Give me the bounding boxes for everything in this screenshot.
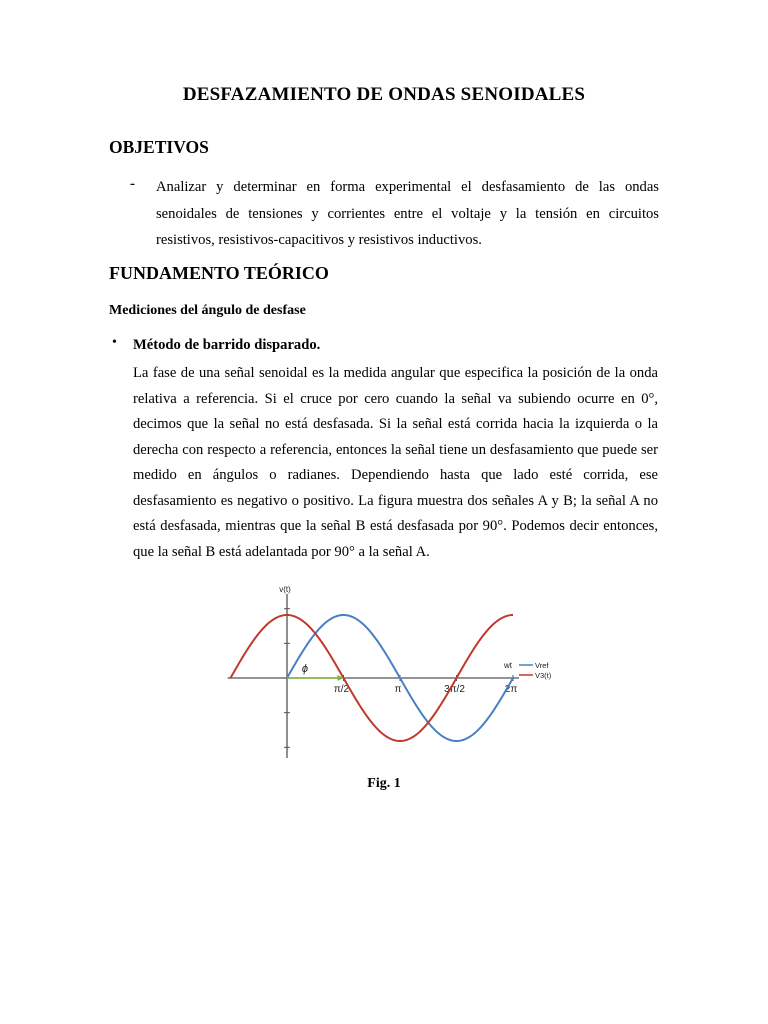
x-tick-label: π/2 xyxy=(333,684,350,695)
x-tick-label: π xyxy=(394,684,402,695)
x-axis-label: wt xyxy=(504,661,513,670)
chart-layer xyxy=(227,585,551,758)
legend-label: V3(t) xyxy=(535,671,552,680)
subheading-mediciones: Mediciones del ángulo de desfase xyxy=(109,303,306,318)
phase-chart xyxy=(222,580,552,770)
y-axis-label: v(t) xyxy=(279,585,291,594)
method-paragraph: La fase de una señal senoidal es la medida angular que especifica la posición de la onda relativa a referencia. Si el cruce por cero cuando la señal va subiendo ocurre en 0°, decimos que la señal no está desfasada. Si la señal está corrida hacia la izquierda o la derecha con respecto a referencia, entonces la señal tiene un desfasamiento que puede ser medido en ángulos o radianes. Dependiendo hasta que lado esté corrida, ese desfasamiento es negativo o positivo. La figura muestra dos señales A y B; la señal A no está desfasada, mientras que la señal B está desfasada por 90°. Podemos decir entonces, que la señal B está adelantada por 90° a la señal A. xyxy=(133,365,658,560)
page-title: DESFAZAMIENTO DE ONDAS SENOIDALES xyxy=(182,84,586,105)
x-tick-label: 3π/2 xyxy=(444,684,465,695)
method-title: Método de barrido disparado. xyxy=(133,337,321,353)
section-heading-objetivos: OBJETIVOS xyxy=(109,137,209,157)
bullet-icon: • xyxy=(112,335,117,350)
list-dash: - xyxy=(130,176,135,192)
legend-label: Vref xyxy=(535,661,549,670)
x-tick-label: 2π xyxy=(504,684,518,695)
phase-label: ϕ xyxy=(301,663,309,675)
figure-caption: Fig. 1 xyxy=(367,776,401,791)
section-heading-fundamento: FUNDAMENTO TEÓRICO xyxy=(109,263,329,283)
objetivos-paragraph: Analizar y determinar en forma experimental el desfasamiento de las ondas senoidales de tensiones y corrientes entre el voltaje y la tensión en circuitos resistivos, resistivos-capacitivos y resistivos inductivos. xyxy=(156,179,659,248)
